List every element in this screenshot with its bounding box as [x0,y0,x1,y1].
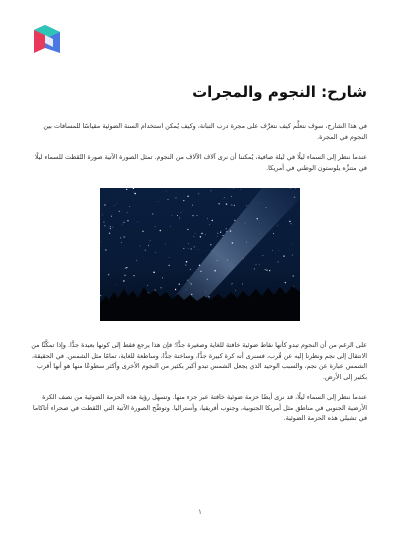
star [279,250,280,251]
star [192,215,193,216]
star [105,249,106,250]
star [136,260,137,261]
star [200,236,202,238]
star [214,270,216,272]
star [126,267,127,268]
star [186,261,188,263]
star [230,230,231,231]
star [212,220,213,221]
star [155,226,156,227]
star [160,287,161,288]
star [258,203,259,204]
star [201,233,202,234]
star [114,205,115,206]
star [226,203,228,205]
star [259,264,260,265]
star [133,192,134,193]
stars-distance-paragraph: على الرغم من أن النجوم تبدو كأنها نقاط ضوئية خافتة للغاية وصغيرة جدًّا؛ فإن هذا يرجع فقط إلى كونها بعيدة جدًّا. وإذا تمكَّنَّا من الانتقال إلى نجم ونظرنا إليه عن قُرب، فسنرى أنه كرة كبيرة جدًّا، وساخنة جدًّا، وساطعة للغاية، تمامًا مثل الشمس. في الحقيقة، الشمس عبارة عن نجم، والسبب الوحيد الذي يجعل الشمس تبدو أكبر بكثير من النجوم الأخرى وأكثر سطوعًا منها هو أنها أقرب بكثير إلى الأرض. [31,341,367,381]
star [187,195,189,197]
star [260,233,261,234]
star [198,249,199,250]
star [283,255,284,256]
star [224,197,225,198]
star [150,240,151,241]
star [179,284,180,285]
star [246,205,247,206]
star [162,277,163,278]
star [191,283,192,284]
star [231,196,232,197]
star [295,188,296,189]
star [200,271,201,272]
star [272,250,273,251]
star [217,236,218,237]
star [185,264,186,265]
star [183,248,184,249]
star [231,284,232,285]
star [110,228,111,229]
star [129,206,130,207]
star [231,189,232,190]
star [257,218,258,219]
star [122,224,123,225]
star [188,248,189,249]
star [262,255,263,256]
star [217,260,218,261]
star [193,236,194,237]
star [145,250,146,251]
star [205,234,206,235]
star [186,289,187,290]
star [124,275,126,277]
star [197,215,198,216]
night-sky-photo [100,188,300,321]
star [226,231,228,233]
star [205,291,206,292]
star [198,193,199,194]
star [137,221,138,222]
star [120,237,121,238]
star [108,274,110,276]
star [104,204,105,205]
star [269,270,270,271]
star [166,191,167,192]
star [175,289,176,290]
star [243,258,244,259]
star [190,269,191,270]
star [189,282,190,283]
star [115,285,116,286]
star [292,255,293,256]
star [192,205,193,206]
star [292,244,293,245]
star [241,189,242,190]
star [153,272,155,274]
star [266,270,267,271]
star [148,245,149,246]
star [210,190,211,191]
star [290,223,291,224]
star [169,257,170,258]
star [119,211,120,212]
star [165,244,166,245]
intro-paragraph: في هذا الشارح، سوف نتعلَّم كيف نتعرَّف على مجرة درب التبانة، وكيف يُمكن استخدام السنة الضوئية مقياسًا للمسافات بين النجوم في المجرة. [43,122,367,141]
star [121,242,122,243]
star [292,275,294,277]
star [123,222,124,223]
star [123,236,125,238]
star [148,292,149,293]
star [208,296,209,297]
star [181,212,182,213]
star [116,203,117,204]
star [134,193,136,195]
star [179,219,180,220]
star [199,265,200,266]
star [123,280,124,281]
nagwa-logo-icon [31,25,63,55]
star [103,221,104,222]
star [207,279,209,281]
star [293,286,294,287]
star [254,268,255,269]
star [169,265,170,266]
star [155,252,156,253]
star [226,228,227,229]
star [217,233,218,234]
star [218,203,219,204]
star [194,246,195,247]
star [242,283,243,284]
star [195,233,196,234]
star [126,189,127,190]
star [183,200,184,201]
star [125,267,127,269]
star [167,199,168,200]
star [235,290,236,291]
night-sky-paragraph: عندما ننظر إلى السماء ليلًا في ليلة صافية، يُمكننا أن نرى آلاف الآلاف من النجوم. تمثل الصورة الآتية صورة التُقطت للسماء ليلًا في متنزَّه يلوستون الوطني في أمريكا. [34,153,367,172]
star [152,213,153,214]
star [179,217,180,218]
star [232,242,234,244]
star [142,231,143,232]
star [102,215,103,216]
star [211,250,212,251]
star [112,227,113,228]
star [100,295,101,296]
star [277,226,278,227]
star [149,241,150,242]
star [294,196,296,198]
star [266,207,267,208]
star [265,269,266,270]
star [222,235,223,236]
star [278,261,279,262]
star [245,223,246,224]
star [207,218,208,219]
star [285,282,286,283]
star [170,226,171,227]
star [224,199,225,200]
star [222,230,223,231]
star [127,212,128,213]
star [289,221,291,223]
star [210,244,211,245]
star [227,260,228,261]
star [191,294,193,296]
star [187,229,188,230]
star [273,233,274,234]
star [177,215,178,216]
star [109,233,110,234]
star [234,205,235,206]
star [104,225,105,226]
star [187,280,188,281]
star [127,220,128,221]
star [190,248,192,250]
star [188,243,189,244]
star [209,224,210,225]
star [175,197,176,198]
star [111,216,112,217]
star [231,204,232,205]
star [220,231,221,232]
light-band-paragraph: عندما ننظر إلى السماء ليلًا، قد نرى أيضًا حزمة ضوئية خافتة عبر جزء منها. وتسهل رؤية هذه الحزمة الضوئية من نصف الكرة الأرضية الجنوبي في مناطق مثل أمريكا الجنوبية، وجنوب أفريقيا، وأستراليا. وتوضِّح الصورة الآتية التي التُقطت في صحراء أتاكاما في تشيلي هذه الحزمة الضوئية. [32,393,367,423]
star [140,246,141,247]
star [147,285,148,286]
document-title: شارح: النجوم والمجرات [192,83,367,101]
star [160,230,162,232]
star [234,220,235,221]
star [158,201,159,202]
star [133,275,134,276]
page-number: ١ [198,508,202,516]
star [256,264,257,265]
star [172,215,173,216]
star [246,242,247,243]
star [110,226,111,227]
